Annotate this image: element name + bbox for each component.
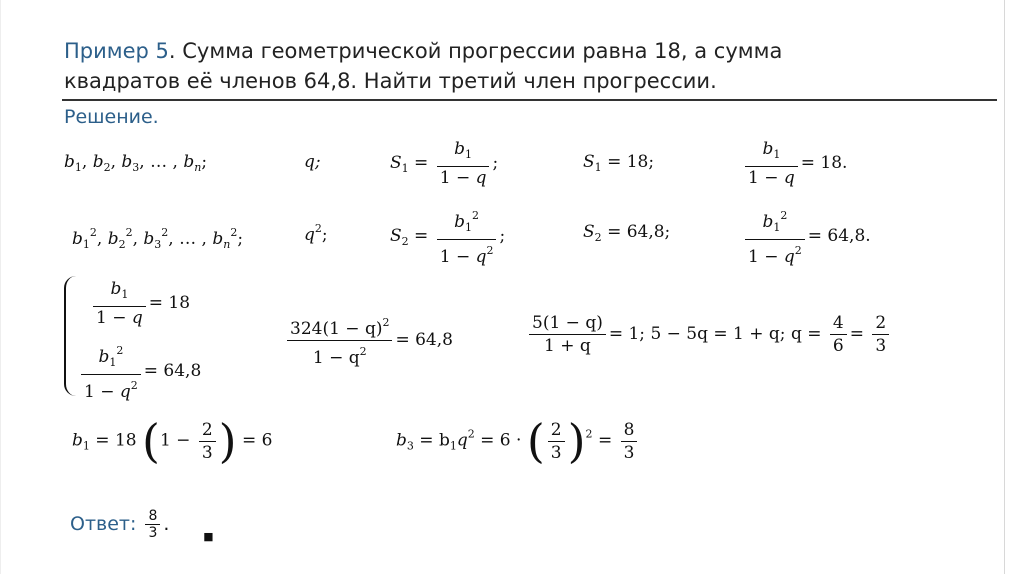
problem-statement: [64, 36, 984, 96]
sequence-terms: $b_1$, $b_2$, $b_3$, … , $b_n$;: [64, 152, 208, 174]
ratio-q: q;: [304, 152, 321, 172]
system-equation-1: $\frac{b_1}{1 - q}$ = 18: [90, 278, 190, 329]
system-equation-2: $\frac{b_1^2}{1 - q^2}$ = 64,8: [78, 340, 201, 403]
problem-line-1: . Сумма геометрической прогрессии равна 18, а сумма: [168, 39, 783, 63]
end-of-proof-icon: ◾: [203, 527, 214, 545]
sum-formula-s1: $S_1$ = $\frac{b_1}{1 - q}$ ;: [390, 139, 499, 188]
problem-line-2: квадратов её членов 64,8. Найти третий член прогрессии.: [64, 69, 717, 93]
squared-sequence-terms: $b_1^2$, $b_2^2$, $b_3^2$, … , $b_n^2$;: [72, 226, 244, 251]
solution-heading: Решение.: [64, 106, 159, 128]
slide-left-border: [0, 0, 1, 574]
derived-equation-1: $\frac{324(1 - q)^2}{1 - q^2}$ = 64,8: [284, 312, 453, 369]
s1-value: $S_1 = 18$;: [583, 152, 655, 174]
system-brace: [64, 276, 76, 396]
b1-result: $b_1 = 18$ (1 − $\frac{2}{3}$ ) = 6: [72, 414, 273, 468]
s2-value: $S_2 = 64,8$;: [583, 222, 671, 244]
sum-formula-s2: $S_2$ = $\frac{b_1^2}{1 - q^2}$ ;: [390, 205, 505, 268]
answer-fraction: $\frac{8}{3}$: [145, 508, 160, 541]
sum-equation-1: $\frac{b_1}{1 - q}$ = 18.: [742, 138, 847, 189]
answer: Ответ: $\frac{8}{3}$ .: [70, 508, 170, 541]
b3-result: $b_3 = b_1q^2 = 6$ · ( $\frac{2}{3}$ )$^2$ = $\frac{8}{3}$: [396, 418, 640, 464]
slide-right-border: [1004, 0, 1005, 574]
title-divider: [62, 99, 997, 101]
derived-equation-2: $\frac{5(1 - q)}{1 + q}$ = 1; 5 − 5q = 1 + q; q = $\frac{4}{6}$ = $\frac{2}{3}$: [526, 312, 892, 357]
example-number: Пример 5: [64, 39, 169, 63]
answer-label: Ответ:: [70, 513, 137, 535]
ratio-q-squared: $q^2$;: [304, 222, 328, 245]
sum-equation-2: $\frac{b_1^2}{1 - q^2}$ = 64,8.: [742, 205, 871, 268]
